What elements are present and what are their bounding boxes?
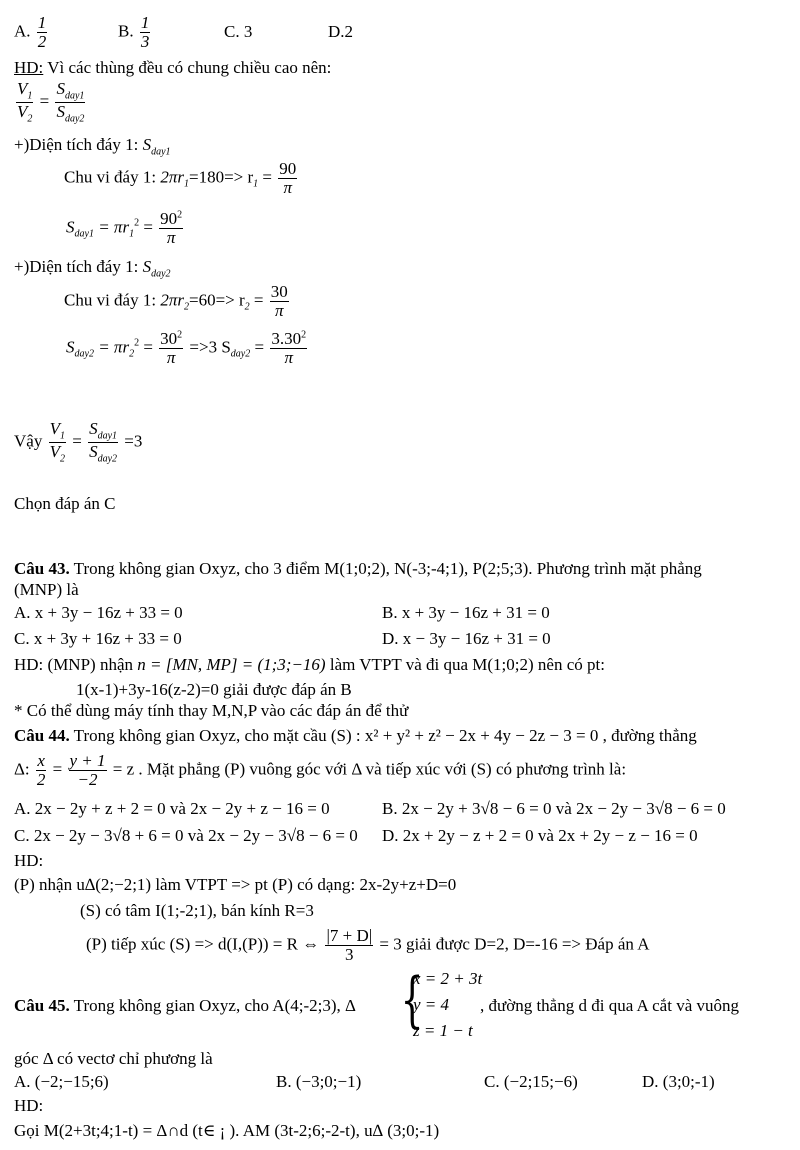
q44-hd-line1: (P) nhận u∆(2;−2;1) làm VTPT => pt (P) có dạng: 2x-2y+z+D=0 (14, 875, 457, 894)
q45-option-d: D. (3;0;-1) (642, 1072, 715, 1091)
volume-ratio-formula: $\frac{V_1}{V_2}$ = $\frac{S_{day1}}{S_{day2}}$ (17, 79, 85, 125)
conclusion-formula: Vậy $\frac{V_1}{V_2}$ = $\frac{S_{day1}}{S_{day2}}$ =3 (14, 419, 143, 465)
prev-option-d: D.2 (328, 22, 354, 41)
q45-sys-z: z = 1 − t (413, 1021, 473, 1040)
q44-option-b: B. 2x − 2y + 3√8 − 6 = 0 và 2x − 2y − 3√8 − 6 = 0 (382, 799, 726, 818)
q45-option-c: C. (−2;15;−6) (484, 1072, 578, 1091)
area1-perimeter: Chu vi đáy 1: $2\pi r_1=180=> r_1$ = $\frac{90}{\pi}$ (64, 159, 297, 197)
prev-answer: Chọn đáp án C (14, 494, 116, 513)
q45-sys-x: x = 2 + 3t (413, 969, 483, 988)
prev-option-c: C. 3 (224, 22, 253, 41)
q43-option-b: B. x + 3y − 16z + 31 = 0 (382, 603, 550, 622)
q43-option-a: A. x + 3y − 16z + 33 = 0 (14, 603, 183, 622)
q44-hd-line3: (P) tiếp xúc (S) => d(I,(P)) = R ⇔ $\frac{|7 + D|}{3}$ = 3 giải được D=2, D=-16 => Đáp án A (86, 926, 650, 964)
area1-title: +)Diện tích đáy 1: $S_{day1}$ (14, 135, 171, 158)
q43-hd-line2: 1(x-1)+3y-16(z-2)=0 giải được đáp án B (76, 680, 352, 699)
area1-surface: $S_{day1} = \pi r_1^2$ = $\frac{90^2}{\pi}$ (66, 209, 183, 247)
area2-perimeter: Chu vi đáy 1: $2\pi r_2=60=> r_2$ = $\frac{30}{\pi}$ (64, 282, 288, 320)
q45-option-a: A. (−2;−15;6) (14, 1072, 109, 1091)
area2-title: +)Diện tích đáy 1: $S_{day2}$ (14, 257, 171, 280)
q43-option-d: D. x − 3y − 16z + 31 = 0 (382, 629, 551, 648)
q44-hd-line2: (S) có tâm I(1;-2;1), bán kính R=3 (80, 901, 314, 920)
prev-option-b: B. $\frac{1}{3}$ (118, 13, 150, 51)
prev-option-a: A. $\frac{1}{2}$ (14, 13, 47, 51)
prev-hd-line: HD: Vì các thùng đều có chung chiều cao nên: (14, 58, 332, 77)
area2-surface: $S_{day2} = \pi r_2^2$ = $\frac{30^2}{\pi}$ =>3 $S_{day2}$ = $\frac{3.30^2}{\pi}$ (66, 329, 307, 367)
q45-hd-label: HD: (14, 1096, 44, 1115)
q43-hd-line1: HD: (MNP) nhận n = [MN, MP] = (1;3;−16) làm VTPT và đi qua M(1;0;2) nên có pt: (14, 655, 605, 674)
q44-option-d: D. 2x + 2y − z + 2 = 0 và 2x + 2y − z − 16 = 0 (382, 826, 698, 845)
q43-hd-line3: * Có thể dùng máy tính thay M,N,P vào các đáp án để thử (14, 701, 409, 720)
q43-stem-line2: (MNP) là (14, 580, 79, 599)
q45-hd-line1: Gọi M(2+3t;4;1-t) = Δ∩d (t∈ ¡ ). AM (3t-2;6;-2-t), u∆ (3;0;-1) (14, 1121, 440, 1140)
q43-stem-line1: Câu 43. Trong không gian Oxyz, cho 3 điểm M(1;0;2), N(-3;-4;1), P(2;5;3). Phương trình mặt phẳng (14, 559, 702, 578)
q45-brace: { (400, 965, 424, 1035)
q44-option-a: A. 2x − 2y + z + 2 = 0 và 2x − 2y + z − 16 = 0 (14, 799, 330, 818)
q43-option-c: C. x + 3y + 16z + 33 = 0 (14, 629, 182, 648)
q45-stem-line1-post: , đường thẳng d đi qua A cắt và vuông (480, 996, 740, 1015)
q44-option-c: C. 2x − 2y − 3√8 + 6 = 0 và 2x − 2y − 3√8 − 6 = 0 (14, 826, 358, 845)
q44-stem-line2: Δ: $\frac{x}{2}$ = $\frac{y + 1}{-2}$ = z . Mặt phẳng (P) vuông góc với Δ và tiếp xúc với (S) có phương trình là: (14, 751, 627, 789)
q44-stem-line1: Câu 44. Trong không gian Oxyz, cho mặt cầu (S) : x² + y² + z² − 2x + 4y − 2z − 3 = 0 , đường thẳng (14, 726, 697, 745)
q44-hd-label: HD: (14, 851, 44, 870)
q45-stem-line1: Câu 45. Trong không gian Oxyz, cho A(4;-2;3), Δ (14, 996, 356, 1015)
q45-option-b: B. (−3;0;−1) (276, 1072, 362, 1091)
q45-stem-line2: góc Δ có vectơ chỉ phương là (14, 1049, 213, 1068)
q45-sys-y: y = 4 (413, 995, 450, 1014)
